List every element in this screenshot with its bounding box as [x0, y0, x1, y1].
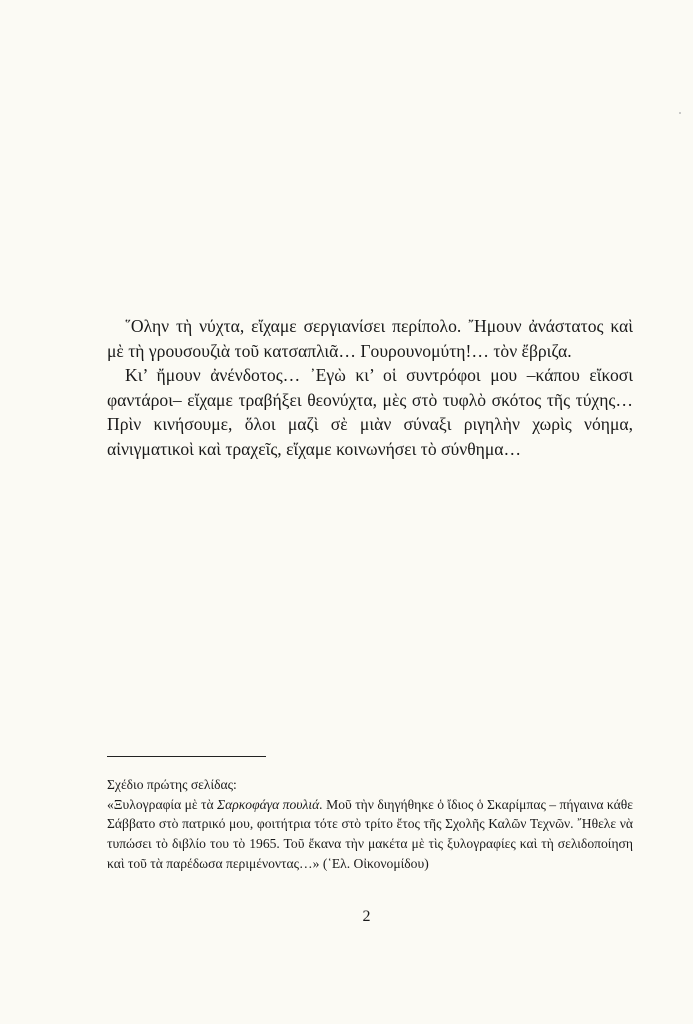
paragraph-2: Κι’ ἤμουν ἀνένδοτος… ᾿Εγὼ κι’ οἱ συντρόφοι μου –κάπου εἴκοσι φαντάροι– εἴχαμε τραβήξει θεονύχτα, μὲς στὸ τυφλὸ σκότος τῆς τύχης… Πρὶν κινήσουμε, ὅλοι μαζὶ σὲ μιὰν σύναξι ριγηλὴν χωρὶς νόημα, αἰνιγματικοὶ καὶ τραχεῖς, εἴχαμε κοινωνήσει τὸ σύνθημα… — [107, 365, 633, 459]
main-text — [107, 314, 633, 462]
footnote-text — [107, 795, 633, 874]
footnote-separator — [107, 756, 266, 757]
footnote-book-title: Σαρκοφάγα πουλιά. — [217, 796, 323, 812]
paper-speck — [679, 112, 681, 114]
footnote-text-end: Μοῦ τὴν διηγήθηκε ὁ ἴδιος ὁ Σκαρίμπας – πήγαινα κάθε Σάββατο στὸ πατρικό μου, φοιτήτρια τότε στὸ τρίτο ἔτος τῆς Σχολῆς Καλῶν Τεχνῶν. ῎Ηθελε νὰ τυπώσει τὸ διβλίο του τὸ 1965. Τοῦ ἔκανα τὴν μακέτα μὲ τὶς ξυλογραφίες καὶ τὴ σελιδοποίηση καὶ τοῦ τὰ παρέδωσα περιμένοντας…» (῾Ελ. Οἰκονομίδου) — [107, 796, 633, 871]
page-number: 2 — [362, 908, 371, 925]
footnote — [107, 775, 633, 874]
paragraph-1: ῞Ολην τὴ νύχτα, εἴχαμε σεργιανίσει περίπολο. ῎Ημουν ἀνάστατος καὶ μὲ τὴ γρουσουζιὰ τοῦ κατσαπλιᾶ… Γουρουνομύτη!… τὸν ἔβριζα. — [107, 316, 633, 361]
footnote-heading: Σχέδιο πρώτης σελίδας: — [107, 777, 237, 792]
footnote-text-start: «Ξυλογραφία μὲ τὰ — [107, 796, 218, 812]
